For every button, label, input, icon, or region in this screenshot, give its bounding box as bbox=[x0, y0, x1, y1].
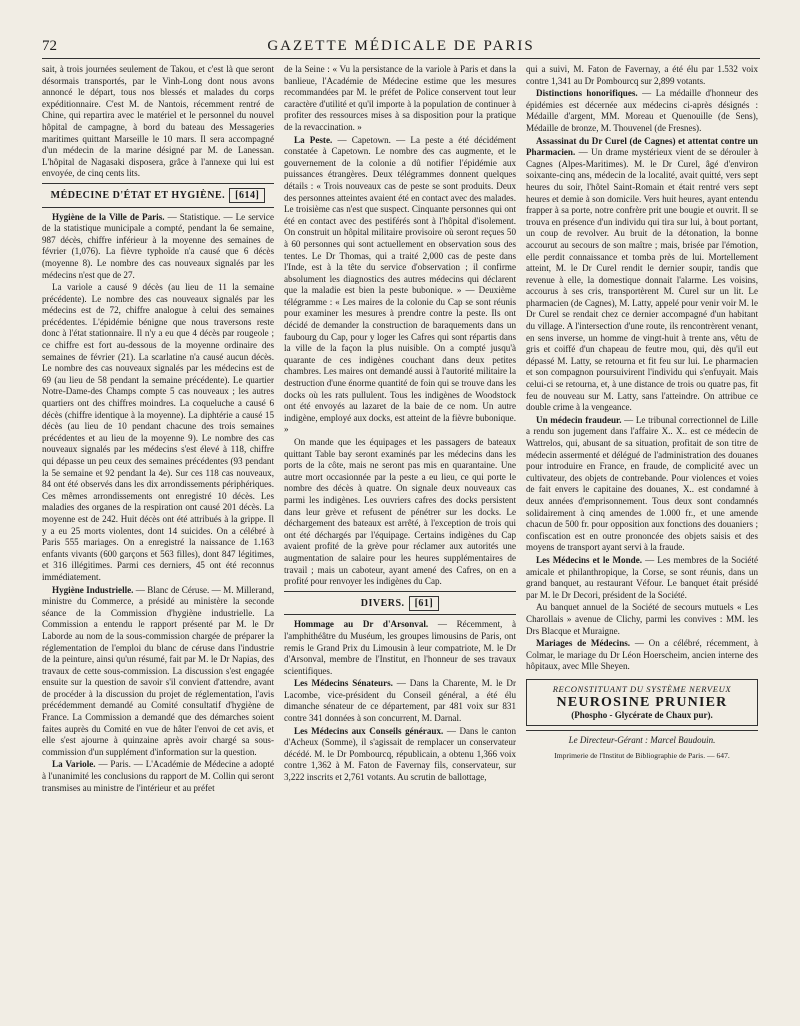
article-body: — Dans la Charente, M. le Dr Lacombe, vice-président du Conseil général, a été élu dimanche sénateur de ce département, par 481 voix sur 831 contre 341 données à son concurrent, M. Darnal. bbox=[284, 678, 517, 724]
article-body: — Dans le canton d'Acheux (Somme), il s'agissait de remplacer un conservateur décédé. M. le Dr Pombourcq, républicain, a obtenu 1,366 voix contre 1,362 à M. Faton de Favernay fils, conservateur, sur 3,222 inscrits et 2,761 votants. Au scrutin de ballottage, bbox=[284, 725, 516, 783]
article-assassinat bbox=[526, 136, 758, 414]
article-conseils bbox=[284, 726, 516, 784]
article-variole bbox=[42, 759, 274, 794]
article-continuation: qui a suivi, M. Faton de Favernay, a été élu par 1.532 voix contre 1,341 au Dr Pombourcq sur 2,899 votants. bbox=[526, 64, 758, 86]
article-heading: Assassinat du Dr Curel (de Cagnes) et attentat contre un Pharmacien. bbox=[526, 135, 758, 158]
article-fraudeur bbox=[526, 415, 758, 554]
article-body: — La médaille d'honneur des épidémies est décernée aux médecins ci-après désignés : Médaille d'argent, MM. Moreau et Quenouille (de Sens), Médaille de bronze, M. Thouvenel (de Fresnes). bbox=[526, 88, 759, 133]
divider bbox=[42, 183, 274, 184]
article-heading: Hygiène Industrielle. bbox=[52, 584, 134, 595]
page-number: 72 bbox=[42, 38, 57, 54]
article-body: — Le tribunal correctionnel de Lille a rendu son jugement dans l'affaire X.. X.. est ce médecin de Wattrelos, qui, abusant de sa situation, profitait de son titre de médecin assermenté et délégué de l'administration des douanes pour introduire en France, en fraude, de complicité avec un cultivateur, des objets de contrebande. Pour violences et voies de fait envers le capitaine des douanes, X.. est condamné à deux années d'emprisonnement. Tous deux sont condamnés solidairement à cinq amendes de 1.000 fr., et une amende chacun de 500 fr. pour opposition aux fonctions des douaniers ; confiscation est en outre prononcée des objets saisis et des moyens de transport ayant servi à la fraude. bbox=[526, 414, 758, 553]
paragraph: Au banquet annuel de la Société de secours mutuels « Les Charollais » avenue de Clichy, parmi les convives : MM. les Drs Blacque et Muraigne. bbox=[526, 602, 758, 636]
footer-director: Le Directeur-Gérant : Marcel Baudouin. bbox=[568, 734, 716, 745]
article-continuation: de la Seine : « Vu la persistance de la variole à Paris et dans la banlieue, l'Académie de Médecine estime que les mesures recommandées par M. le préfet de Police conservent tout leur caractère d'utilité et qu'il importe à la population de continuer à profiter des ressources mises à sa disposition pour la pratique de la revaccination. » bbox=[284, 64, 516, 132]
article-body: — On a célébré, récemment, à Colmar, le mariage du Dr Léon Hoerscheim, ancien interne des hôpitaux, avec Mlle Sheyen. bbox=[526, 638, 759, 672]
divider bbox=[526, 730, 758, 731]
journal-title: GAZETTE MÉDICALE DE PARIS bbox=[267, 38, 535, 54]
article-continuation: sait, à trois journées seulement de Takou, et c'est là que seront désormais transportés, par le Vinh-Long dont nous avons annoncé le départ, tous nos blessés et malades du corps expéditionnaire. C'est M. de Nantois, récemment rentré de Chine, qui repartira avec le matériel et le personnel du nouvel hôpital de campagne, à bord du bateau des Messageries maritimes quittant Marseille le 10 mars. Il sera accompagné d'un médecin de la marine désigné par M. de Lanessan. L'hôpital de Nagasaki disposera, grâce à l'annexe qui lui est envoyée, de cinq cents lits. bbox=[42, 64, 274, 179]
column-middle bbox=[284, 64, 516, 785]
article-hygiene-paris bbox=[42, 212, 274, 282]
divider bbox=[284, 614, 516, 615]
ad-tagline: RECONSTITUANT DU SYSTÈME NERVEUX bbox=[552, 683, 732, 694]
paragraph: On mande que les équipages et les passagers de bateaux quittant Table bay seront examinés par les médecins dans les ports de la côte, mais ne seront pas mis en quarantaine. Une autre mort occasionnée par la peste a eu lieu, ce qui porte le nombre des décès à quatre. On signale deux nouveaux cas parmi les indigènes. Les ouvriers cafres des docks persistent dans leur grève et refusent de pénétrer sur les docks. Le déchargement des bateaux est arrêté, à l'exception de trois qui ont été déchargés par l'équipage. Certains indigènes du Cap avaient profité de la grève pour réclamer aux autorités une augmentation de salaire pour les heures supplémentaires de travail ; mais un caboteur, ayant amené des Cafres, on en a profité pour renvoyer les indigènes du Cap. bbox=[284, 437, 516, 587]
article-body: — Capetown. — La peste a été décidément constatée à Capetown. Le nombre des cas augmente, et le gouvernement de la colonie a dû notifier l'épidémie aux puissances étrangères. Deux télégrammes donnent quelques détails : « Trois nouveaux cas de peste se sont produits. Deux des personnes atteintes avaient été en contact avec des malades. Le troisième cas n'est que suspect. Cinquante personnes qui ont été en contact avec des pestiférés sont à l'hôpital d'isolement. On construit un hôpital militaire provisoire où seront reçues 50 à 60 personnes qui sont actuellement en observation sous des tentes. Le Dr Thomas, qui a traité 2,000 cas de peste dans l'Inde, est à la tête du service d'observation ; il confirme absolument les diagnostics des autres médecins qui déclarent que la maladie est bien la peste bubonique. » — Deuxième télégramme : « Les maires de la colonie du Cap se sont réunis pour examiner les mesures à prendre contre la peste. Ils ont décidé de demander la construction de baraquements dans un faubourg du Cap, pour y loger les Cafres qui sont répartis dans la ville de la façon la plus nuisible. On a compté jusqu'à quarante de ces indigènes couchant dans deux petites chambres. Les maires ont demandé aussi à l'autorité militaire la destruction d'une énorme quantité de foin qui se trouve dans les docks où les rats pullulent. Tous les indigènes de Woodstock ont été envoyés au lazaret de la baie de ce nom. Un autre indigène, employé aux docks, est atteint de la fièvre bubonique. » bbox=[284, 134, 516, 435]
section-heading-hygiene bbox=[42, 190, 274, 202]
section-title: DIVERS. bbox=[360, 597, 405, 609]
article-mariages bbox=[526, 638, 758, 673]
article-body: — Un drame mystérieux vient de se dérouler à Cagnes (Alpes-Maritimes). M. le Dr Curel, âgé d'environ soixante-cinq ans, médecin de la localité, avait quitté, vers sept heures du soir, l'hôtel Saint-Romain et était rentré vers sept heures et demie à son domicile. Vers huit heures, ayant entendu frapper à sa porte, notre confrère prit une bougie et ouvrit. Il se trouva en présence d'un individu qui tira sur lui, à bout portant, un coup de revolver. Au bruit de la détonation, la bonne accourut au secours de son maître ; mais, brisée par l'émotion, elle perdit connaissance et tomba près de lui. Mortellement atteint, M. le Dr Curel rendit le dernier soupir, tandis que revenue à elle, la domestique donnait l'alarme. Les voisins, accourus à ses cris, transportèrent M. Curel sur un lit. Le pharmacien (de Cagnes), M. Latty, appelé pour venir voir M. le Dr Curel se rendait chez ce dernier accompagné d'un habitant du village. A l'intersection d'une route, ils rencontrèrent venant, en sens inverse, un homme de vingt-huit à trente ans, vêtu de gris et coiffé d'un chapeau de feutre mou, qui, dès qu'il eut dépassé M. Latty, se retourna et fit feu sur lui. Le pharmacien et son compagnon poursuivirent l'individu qui s'enfuyait. Mais celui-ci se retourna, et, à une distance de trois ou quatre pas, fit feu de nouveau sur M. Latty, sans l'atteindre. On attribue ce double crime à la vengeance. bbox=[526, 147, 758, 413]
column-left bbox=[42, 64, 274, 795]
ad-product-name: NEUROSINE PRUNIER bbox=[556, 695, 728, 711]
article-heading: Hygiène de la Ville de Paris. bbox=[52, 211, 165, 222]
section-number: [61] bbox=[409, 596, 440, 611]
ad-product-description: (Phospho - Glycérate de Chaux pur). bbox=[571, 710, 713, 721]
divider bbox=[284, 591, 516, 592]
advertisement-box bbox=[526, 679, 758, 726]
article-arsonval bbox=[284, 619, 516, 677]
article-heading: Hommage au Dr d'Arsonval. bbox=[294, 619, 429, 630]
article-body: — Récemment, à l'amphithéâtre du Muséum, les groupes limousins de Paris, ont remis le Grand Prix du Limousin à leur compatriote, M. le Dr d'Arsonval, membre de l'Institut, en l'honneur de ses travaux scientifiques. bbox=[284, 619, 516, 676]
article-heading: Les Médecins Sénateurs. bbox=[294, 678, 393, 689]
article-heading: La Variole. bbox=[52, 759, 96, 770]
section-heading-divers bbox=[284, 598, 516, 610]
divider bbox=[42, 207, 274, 208]
article-body: — Paris. — L'Académie de Médecine a adopté à l'unanimité les conclusions du rapport de M. Collin qui seront transmises au ministre de l'intérieur et au préfet bbox=[42, 759, 274, 793]
column-right bbox=[526, 64, 758, 762]
article-body: — Les membres de la Société amicale et philanthropique, la Corse, se sont réunis, dans un grand banquet, au restaurant Véfour. Le banquet était présidé par M. le Dr Decori, président de la Société. bbox=[526, 554, 758, 600]
article-heading: Les Médecins aux Conseils généraux. bbox=[294, 725, 444, 736]
article-heading: Mariages de Médecins. bbox=[536, 638, 631, 649]
article-body: — Blanc de Céruse. — M. Millerand, ministre du Commerce, a présidé au ministère la seconde séance de la Commission d'hygiène industrielle. La Commission a entendu le rapport présenté par M. le Dr Laborde au nom de la sous-commission chargée de préparer la réglementation de l'emploi du blanc de céruse dans l'industrie de la peinture, ainsi qu'un résumé, fait par M. le Dr Napias, des travaux de cette sous-commission. La discussion s'est engagée ensuite sur la question de savoir s'il convient d'attendre, avant de procéder à la discussion du projet de réglementation, l'avis précédemment demandé au Comité consultatif d'hygiène de France. La Commission a demandé que des démarches soient faites auprès du Comité en vue de hâter l'envoi de cet avis, et elle s'est ajourne à quinzaine après avoir chargé sa sous-commission d'un supplément d'information sur la question. bbox=[42, 584, 274, 757]
paragraph: La variole a causé 9 décès (au lieu de 11 la semaine précédente). Le nombre des cas nouveaux signalés par les médecins est de 72, chiffre analogue à celui des semaines précédentes. L'épidémie bénigne que nous traversons reste donc à l'état stationnaire. Il n'y a eu que 4 décès par rougeole ; ce chiffre est fort au-dessous de la moyenne ordinaire des semaines de février (21). La scarlatine n'a causé aucun décès. Le nombre des cas nouveaux signalés par les médecins est de 69 (au lieu de 58 pendant la semaine précédente). Le quartier Notre-Dame-des Champs compte 5 cas nouveaux ; les autres quartiers ont des chiffres moindres. La coqueluche a causé 6 décès (chiffre identique à la moyenne). La diphtérie a causé 15 décès (au lieu de 10 pendant chacune des trois semaines précédentes et au lieu de la moyenne 9). Le nombre des cas nouveaux signalés par les médecins s'est élevé à 118, chiffre qui dépasse un peu ceux des semaines précédentes (93 pendant la 5e semaine et 92 pendant la 4e). Sur ces 118 cas nouveaux, 84 ont été observés dans les dix arrondissements périphériques. Ces mêmes arrondissements ont enregistré 10 décès. Les maladies des organes de la respiration ont causé 201 décès. La moyenne est de 242. Huit décès ont été attribués à la grippe. Il y a eu 25 morts violentes, dont 14 suicides. On a célébré à Paris 555 mariages. On a enregistré la naissance de 1.163 enfants vivants (600 garçons et 563 filles), dont 847 légitimes, et 316 illégitimes. Parmi ces derniers, 45 ont été reconnus immédiatement. bbox=[42, 282, 274, 582]
section-title: MÉDECINE D'ÉTAT ET HYGIÈNE. bbox=[50, 189, 226, 201]
footer-printer: Imprimerie de l'Institut de Bibliographie de Paris. — 647. bbox=[554, 751, 730, 761]
article-heading: Distinctions honorifiques. bbox=[536, 88, 638, 99]
section-number: [614] bbox=[229, 188, 265, 203]
article-heading: Un médecin fraudeur. bbox=[536, 414, 622, 425]
article-medecins-monde bbox=[526, 555, 758, 601]
article-peste bbox=[284, 135, 516, 436]
article-hygiene-industrielle bbox=[42, 585, 274, 759]
article-senateurs bbox=[284, 678, 516, 724]
page-header bbox=[42, 36, 760, 59]
article-heading: Les Médecins et le Monde. bbox=[536, 554, 643, 565]
article-distinctions bbox=[526, 88, 758, 134]
article-heading: La Peste. bbox=[294, 134, 333, 145]
article-body: — Statistique. — Le service de la statistique municipale a compté, pendant la 6e semaine, 987 décès, chiffre inférieur à la moyenne des semaines de février (1,076). La fièvre typhoïde n'a causé que 6 décès (moyenne 8). Le nombre des cas nouveaux signalés par les médecins n'est que de 27. bbox=[42, 211, 274, 280]
